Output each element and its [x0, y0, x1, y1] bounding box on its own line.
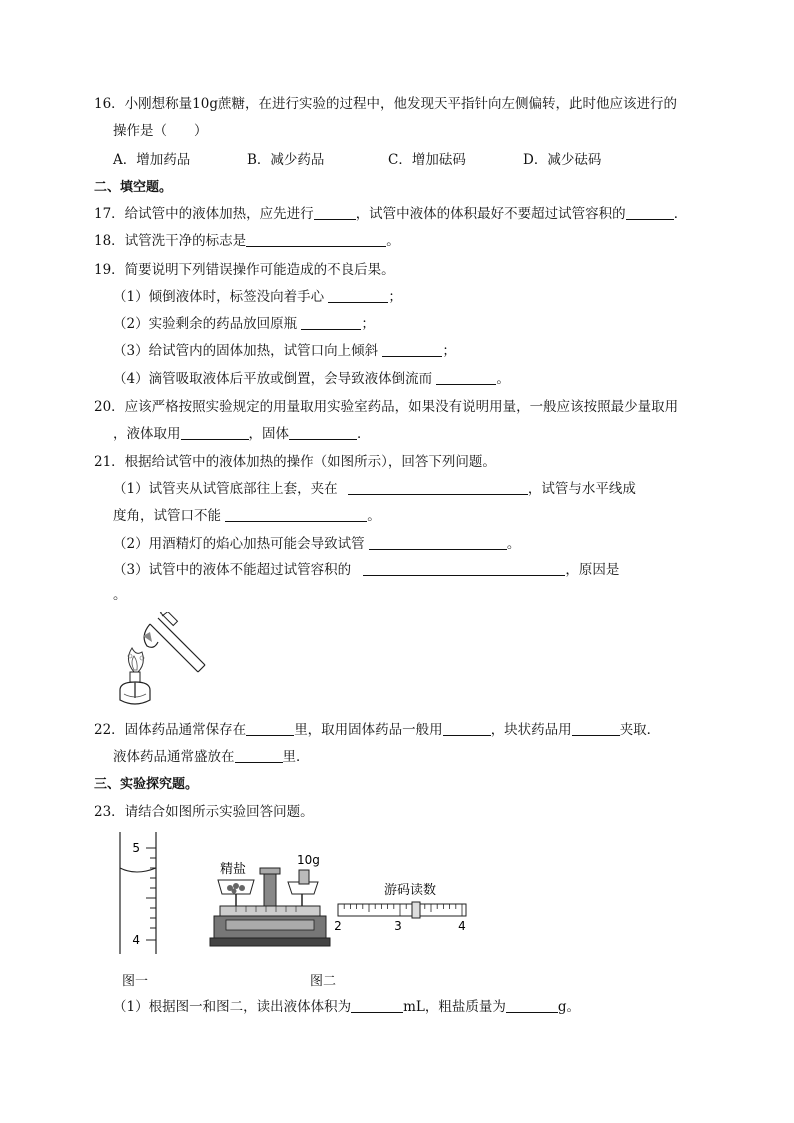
q20-text-3: ．: [357, 426, 371, 442]
q16-option-c[interactable]: C．增加砝码: [388, 152, 466, 168]
q21-sub3-text-b: ，原因是: [565, 562, 620, 578]
q21-sub3-end: 。: [113, 587, 127, 603]
q20-line2: [113, 425, 371, 443]
q19-item-2-blank[interactable]: [301, 315, 361, 330]
q21-sub3-text-a: （3）试管中的液体不能超过试管容积的: [113, 562, 352, 578]
q19-item-4: [113, 370, 510, 388]
section-heading-experiment: 三、实验探究题。: [94, 777, 199, 792]
q19-stem: 19．简要说明下列错误操作可能造成的不良后果。: [94, 262, 395, 278]
q22-blank-3[interactable]: [572, 721, 620, 736]
q21-sub2-text-b: 。: [506, 536, 521, 552]
q20-line1: 20．应该严格按照实验规定的用量取用实验室药品，如果没有说明用量，一般应该按照最少量取用: [94, 399, 679, 415]
q20-text-2: ，固体: [248, 426, 289, 442]
q19-item-1-end: ；: [388, 289, 402, 305]
alcohol-lamp-icon: [120, 672, 150, 704]
cylinder-tick-4: 4: [132, 933, 140, 947]
q21-sub2-text-a: （2）用酒精灯的焰心加热可能会导致试管: [113, 536, 365, 552]
q20-text-1: ，液体取用: [113, 426, 181, 442]
q23-sub1: [113, 998, 580, 1016]
q23-blank-volume[interactable]: [351, 998, 403, 1013]
q19-item-4-blank[interactable]: [436, 370, 496, 385]
rider-tick-2: 2: [334, 919, 342, 933]
q17-blank-1[interactable]: [314, 205, 356, 220]
salt-pan-icon: [218, 880, 254, 906]
rider-scale-figure: [332, 876, 472, 938]
q19-item-1-blank[interactable]: [328, 288, 388, 303]
section-heading-fill-in: 二、填空题。: [94, 180, 173, 195]
q22-blank-1[interactable]: [246, 721, 294, 736]
q22-line2: [113, 748, 310, 766]
q16-option-a[interactable]: A．增加药品: [113, 152, 191, 168]
figure-2-caption: 图二: [310, 974, 337, 989]
q17-blank-2[interactable]: [626, 205, 674, 220]
q22-text-4: 夹取．: [619, 722, 661, 738]
q18-text-2: 。: [386, 233, 400, 249]
figure-1-caption: 图一: [122, 974, 149, 989]
rider-tick-4: 4: [458, 919, 466, 933]
q23-sub1-text-b: mL，粗盐质量为: [403, 999, 506, 1015]
q21-sub3: [113, 561, 619, 579]
q21-sub1-blank-1[interactable]: [348, 480, 528, 495]
q21-sub1-blank-2[interactable]: [225, 507, 367, 522]
q19-item-3-blank[interactable]: [382, 342, 442, 357]
q18-text-1: 18．试管洗干净的标志是: [94, 233, 247, 249]
q21-sub1-text-d: 。: [367, 508, 381, 524]
q17-text-3: ．: [673, 206, 688, 222]
balance-figure: [206, 848, 332, 952]
graduated-cylinder-figure: [118, 832, 166, 956]
q18: [94, 232, 400, 250]
q17-text-2: ，试管中液体的体积最好不要超过试管容积的: [355, 206, 626, 222]
q19-item-3-text: （3）给试管内的固体加热，试管口向上倾斜: [113, 343, 379, 359]
q22-line1: [94, 721, 660, 739]
q21-stem: 21．根据给试管中的液体加热的操作（如图所示），回答下列问题。: [94, 454, 496, 470]
q23-blank-mass[interactable]: [506, 998, 558, 1013]
q19-item-4-text: （4）滴管吸取液体后平放或倒置，会导致液体倒流而: [113, 371, 433, 387]
q22-blank-2[interactable]: [443, 721, 491, 736]
q21-sub1-line2: [113, 507, 381, 525]
q19-item-2-end: ；: [361, 316, 375, 332]
q21-sub1-text-c: 度角，试管口不能: [113, 508, 221, 524]
rider-slider[interactable]: [412, 902, 420, 918]
q16-line1: 16．小刚想称量10g蔗糖，在进行实验的过程中，他发现天平指针向左侧偏转，此时他应该进行的: [94, 96, 677, 112]
q16-option-b[interactable]: B．减少药品: [247, 152, 325, 168]
q22-text-3: ，块状药品用: [490, 722, 572, 738]
q21-sub2: [113, 535, 520, 553]
q19-item-2-text: （2）实验剩余的药品放回原瓶: [113, 316, 298, 332]
q17: [94, 205, 687, 223]
q22-text-2: 里，取用固体药品一般用: [294, 722, 443, 738]
q19-item-3-end: ；: [442, 343, 456, 359]
q17-text-1: 17．给试管中的液体加热，应先进行: [94, 206, 314, 222]
q21-sub2-blank[interactable]: [369, 535, 507, 550]
q23-sub1-text-a: （1）根据图一和图二，读出液体体积为: [113, 999, 352, 1015]
rider-tick-3: 3: [394, 919, 402, 933]
flame-icon: [128, 648, 144, 672]
rider-reading-label: 游码读数: [384, 883, 437, 898]
q21-sub1-text-a: （1）试管夹从试管底部往上套，夹在: [113, 481, 338, 497]
salt-label: 精盐: [220, 862, 247, 877]
q18-blank[interactable]: [246, 232, 386, 247]
q19-item-3: [113, 342, 456, 360]
q22-blank-4[interactable]: [235, 748, 283, 763]
q22-text-1: 22．固体药品通常保存在: [94, 722, 247, 738]
q16-line2: 操作是（ ）: [113, 123, 208, 139]
weight-pan-icon: [288, 870, 318, 906]
test-tube-icon: [143, 618, 205, 672]
q23-stem: 23．请结合如图所示实验回答问题。: [94, 804, 314, 820]
q21-sub3-blank[interactable]: [363, 561, 565, 576]
q20-blank-1[interactable]: [181, 425, 249, 440]
cylinder-tick-5: 5: [132, 841, 140, 855]
q19-item-2: [113, 315, 375, 333]
q20-blank-2[interactable]: [289, 425, 357, 440]
q16-option-d[interactable]: D．减少砝码: [523, 152, 602, 168]
q22-text-5: 液体药品通常盛放在: [113, 749, 235, 765]
heating-test-tube-figure: [112, 612, 212, 710]
q19-item-4-end: 。: [496, 371, 510, 387]
q23-sub1-text-c: g。: [557, 999, 581, 1015]
q21-sub1-text-b: ，试管与水平线成: [527, 481, 636, 497]
q22-text-6: 里．: [282, 749, 310, 765]
q19-item-1-text: （1）倾倒液体时，标签没向着手心: [113, 289, 325, 305]
q19-item-1: [113, 288, 402, 306]
q21-sub1-line1: [113, 480, 636, 498]
weight-label: 10g: [297, 853, 320, 867]
